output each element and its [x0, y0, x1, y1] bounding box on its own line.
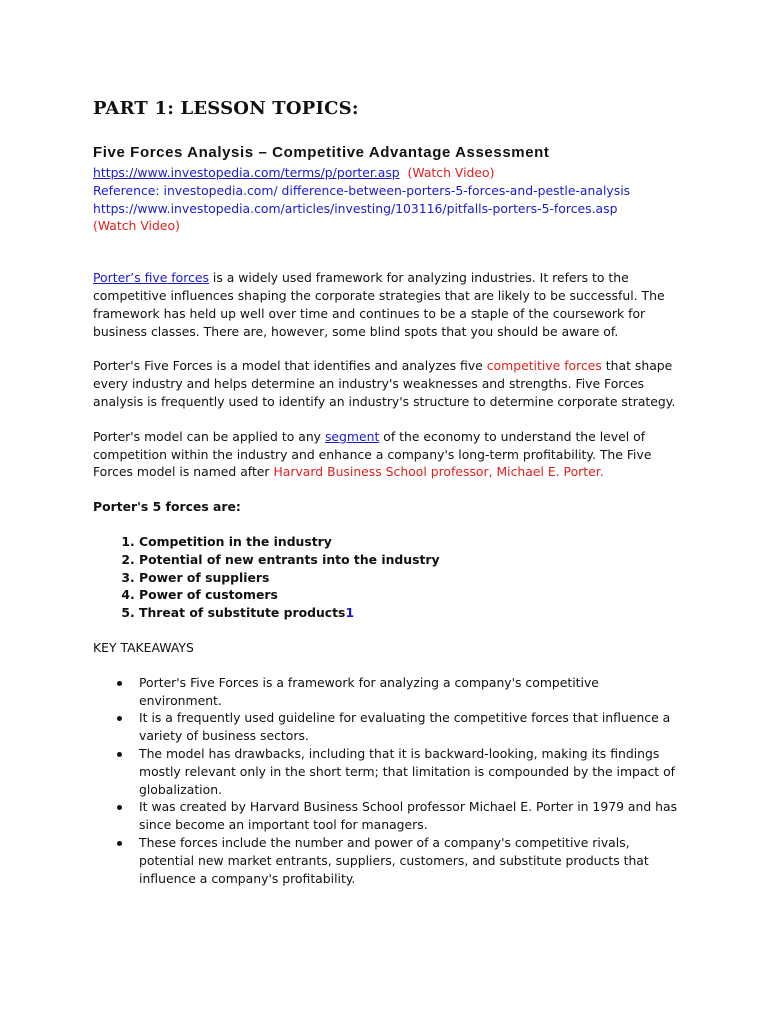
watch-video-label-1[interactable]: (Watch Video)	[407, 165, 495, 180]
footnote-marker[interactable]: 1	[345, 605, 355, 621]
model-text-post: that shape every industry and helps determine an industry's weaknesses and strengths. Five Forces analysis is frequently used to identify an industry's structure to determine corporate strategy.	[93, 358, 676, 409]
section-title: Five Forces Analysis – Competitive Advantage Assessment	[93, 144, 550, 161]
competitive-forces-highlight: competitive forces	[486, 358, 602, 374]
model-paragraph	[93, 357, 683, 410]
takeaway-text: Porter's Five Forces is a framework for analyzing a company's competitive environment.	[139, 674, 599, 708]
segment-link[interactable]: segment	[324, 428, 380, 444]
forces-list-item	[139, 551, 683, 569]
takeaway-item	[139, 709, 683, 745]
intro-text: is a widely used framework for analyzing industries. It refers to the competitive influences shaping the corporate strategies that are likely to be successful. The framework has held up well over time and continues to be a staple of the coursework for business classes. There are, however, some blind spots that you should be aware of.	[93, 270, 665, 339]
takeaway-text: It was created by Harvard Business School professor Michael E. Porter in 1979 and has since become an important tool for managers.	[139, 799, 678, 833]
porter-article-link[interactable]: https://www.investopedia.com/terms/p/porter.asp	[93, 165, 400, 180]
takeaway-item	[139, 745, 683, 798]
takeaway-item	[139, 674, 683, 710]
pitfalls-article-link[interactable]: https://www.investopedia.com/articles/investing/103116/pitfalls-porters-5-forces.asp	[93, 200, 618, 216]
part-title: PART 1: LESSON TOPICS:	[93, 98, 359, 119]
watch-video-label-2[interactable]: (Watch Video)	[93, 218, 180, 234]
takeaway-text: It is a frequently used guideline for evaluating the competitive forces that influence a variety of business sectors.	[139, 710, 671, 744]
bullet-icon	[117, 716, 122, 721]
takeaways-list	[93, 674, 683, 888]
forces-heading: Porter's 5 forces are:	[93, 499, 241, 515]
takeaway-item	[139, 834, 683, 887]
bullet-icon	[117, 841, 122, 846]
bullet-icon	[117, 805, 122, 810]
forces-list-item	[139, 533, 683, 551]
force-label: Potential of new entrants into the industry	[139, 551, 440, 567]
forces-list-item	[139, 569, 683, 587]
reference-links	[93, 164, 683, 235]
application-text-mid: of the economy to understand the level of competition within the industry and enhance a company's long-term profitability. The Five Forces model is named after	[93, 428, 652, 480]
takeaway-text: These forces include the number and power of a company's competitive rivals, potential new market entrants, suppliers, customers, and substitute products that influence a company's profitability.	[139, 834, 649, 886]
document-page	[93, 98, 683, 887]
forces-list-item	[139, 586, 683, 604]
force-label: Power of customers	[139, 587, 278, 603]
porters-five-forces-link[interactable]: Porter’s five forces	[93, 270, 209, 286]
force-label: Power of suppliers	[139, 569, 270, 585]
porter-name-highlight: Harvard Business School professor, Michael E. Porter.	[273, 464, 604, 480]
force-label: Threat of substitute products	[139, 605, 346, 621]
bullet-icon	[117, 752, 122, 757]
model-text-pre: Porter's Five Forces is a model that identifies and analyzes five	[93, 358, 487, 374]
forces-list-item	[139, 604, 683, 622]
key-takeaways-heading: KEY TAKEAWAYS	[93, 639, 194, 655]
application-text-pre: Porter's model can be applied to any	[93, 428, 325, 444]
intro-paragraph	[93, 269, 683, 340]
application-paragraph	[93, 428, 683, 481]
takeaway-text: The model has drawbacks, including that it is backward-looking, making its findings mostly relevant only in the short term; that limitation is compounded by the impact of globalization.	[139, 745, 676, 797]
reference-link[interactable]: Reference: investopedia.com/ difference-between-porters-5-forces-and-pestle-analysis	[93, 182, 631, 198]
bullet-icon	[117, 681, 122, 686]
takeaway-item	[139, 798, 683, 834]
force-label: Competition in the industry	[139, 533, 332, 549]
forces-list	[93, 533, 683, 622]
